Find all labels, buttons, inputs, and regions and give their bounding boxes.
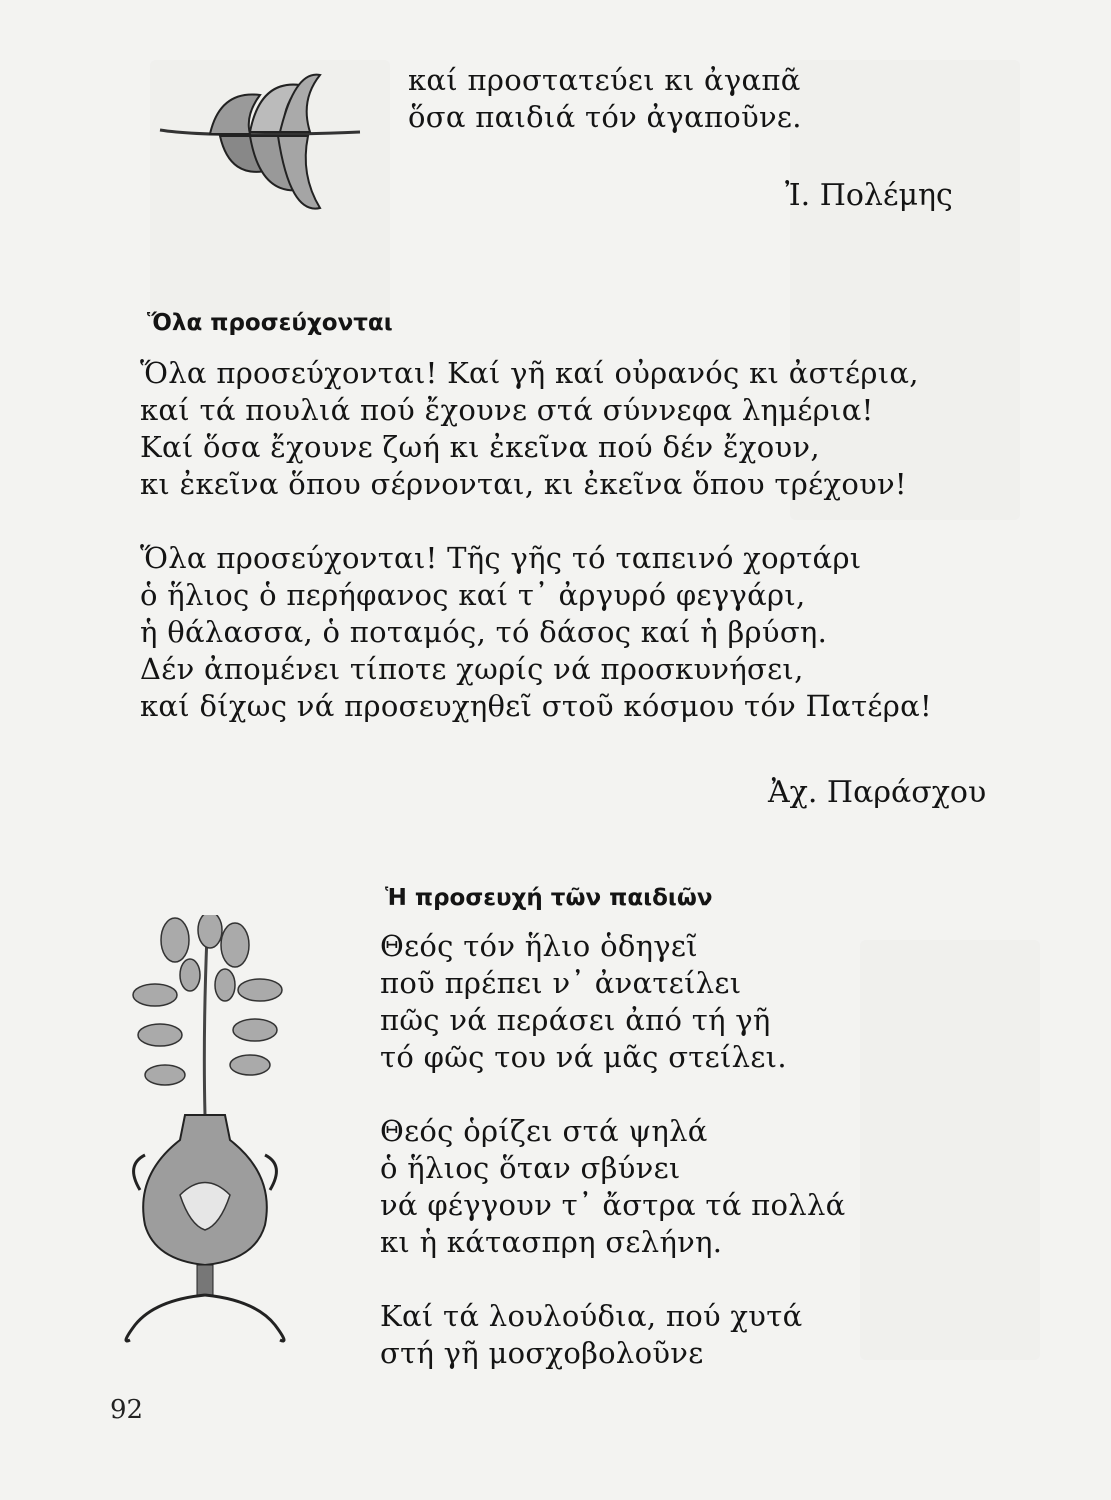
- verse-line: ὅσα παιδιά τόν ἀγαποῦνε.: [408, 100, 802, 134]
- verse-line: Δέν ἀπομένει τίποτε χωρίς νά προσκυνήσει,: [140, 652, 804, 686]
- verse-line: ὁ ἥλιος ὅταν σβύνει: [380, 1151, 681, 1185]
- verse-line: κι ἡ κάτασπρη σελήνη.: [380, 1225, 723, 1259]
- poem-two-title: Ἡ προσευχή τῶν παιδιῶν: [385, 885, 713, 911]
- verse-line: καί τά πουλιά πού ἔχουνε στά σύννεφα λημέρια!: [140, 393, 874, 427]
- verse-line: τό φῶς του νά μᾶς στείλει.: [380, 1040, 787, 1074]
- verse-line: ἡ θάλασσα, ὁ ποταμός, τό δάσος καί ἡ βρύση.: [140, 615, 828, 649]
- verse-line: ποῦ πρέπει ν᾽ ἀνατείλει: [380, 966, 742, 1000]
- poem-one-verse: [140, 355, 932, 725]
- poem-one-title: Ὅλα προσεύχονται: [147, 310, 393, 336]
- stanza-gap: [380, 1261, 846, 1298]
- page-number: 92: [110, 1395, 144, 1425]
- verse-line: Καί τά λουλούδια, πού χυτά: [380, 1299, 803, 1333]
- verse-line: Ὅλα προσεύχονται! Τῆς γῆς τό ταπεινό χορτάρι: [140, 541, 862, 575]
- stanza-gap: [140, 503, 932, 540]
- poem-two-verse: [380, 928, 846, 1372]
- top-poem-verse: [408, 62, 802, 136]
- verse-line: καί δίχως νά προσευχηθεῖ στοῦ κόσμου τόν Πατέρα!: [140, 689, 932, 723]
- verse-line: στή γῆ μοσχοβολοῦνε: [380, 1336, 704, 1370]
- vase-plant-ornament-icon: [115, 915, 295, 1355]
- leaf-ornament-icon: [150, 70, 365, 220]
- verse-line: Θεός ὁρίζει στά ψηλά: [380, 1114, 708, 1148]
- verse-line: Καί ὅσα ἔχουνε ζωή κι ἐκεῖνα πού δέν ἔχουν,: [140, 430, 820, 464]
- verse-line: νά φέγγουν τ᾽ ἄστρα τά πολλά: [380, 1188, 846, 1222]
- verse-line: κι ἐκεῖνα ὅπου σέρνονται, κι ἐκεῖνα ὅπου τρέχουν!: [140, 467, 907, 501]
- verse-line: Θεός τόν ἥλιο ὁδηγεῖ: [380, 929, 698, 963]
- verse-line: Ὅλα προσεύχονται! Καί γῆ καί οὐρανός κι ἀστέρια,: [140, 356, 919, 390]
- stanza-gap: [380, 1076, 846, 1113]
- poem-one-author: Ἀχ. Παράσχου: [768, 775, 987, 810]
- show-through-area: [860, 940, 1040, 1360]
- verse-line: ὁ ἥλιος ὁ περήφανος καί τ᾽ ἀργυρό φεγγάρι,: [140, 578, 806, 612]
- top-poem-author: Ἰ. Πολέμης: [785, 178, 953, 213]
- verse-line: πῶς νά περάσει ἀπό τή γῆ: [380, 1003, 771, 1037]
- verse-line: καί προστατεύει κι ἀγαπᾶ: [408, 63, 801, 97]
